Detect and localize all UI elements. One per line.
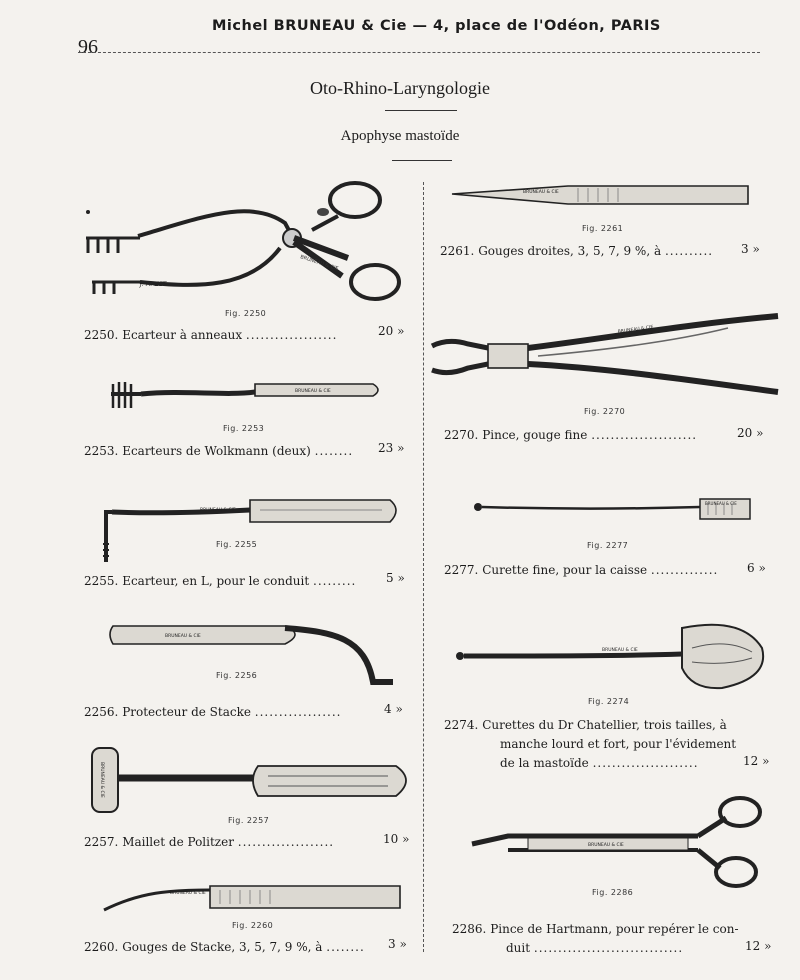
header-rule <box>78 52 760 53</box>
brand-stamp: BRUNEAU & CIE <box>99 762 104 798</box>
item-price <box>383 832 409 846</box>
brand-stamp: BRUNEAU & CIE <box>200 508 236 513</box>
leader-dots: ........ <box>326 940 365 954</box>
catalog-item <box>84 444 353 458</box>
retractor-with-rings-illustration <box>80 178 410 308</box>
price-value: 20 <box>737 426 753 440</box>
figure-caption: Fig. 2261 <box>582 224 624 233</box>
item-number: 2253. <box>84 444 119 458</box>
leader-dots: ...................... <box>591 428 698 442</box>
price-unit: » <box>395 702 403 716</box>
item-name-line: duit <box>506 941 531 955</box>
figure-caption: Fig. 2270 <box>584 407 626 416</box>
maker-stamp: J. MAZET <box>140 281 167 288</box>
stacke-gouge-illustration <box>100 880 410 920</box>
brand-stamp: BRUNEAU & CIE <box>165 634 201 639</box>
catalog-item <box>84 940 365 954</box>
catalog-item <box>84 705 341 719</box>
item-price <box>378 324 404 338</box>
leader-dots: .................... <box>237 835 335 849</box>
item-price <box>378 441 404 455</box>
gouge-forceps-illustration <box>428 308 788 404</box>
price-value: 4 <box>384 702 392 716</box>
brand-stamp: BRUNEAU & CIE <box>602 648 638 653</box>
section-title: Oto-Rhino-Laryngologie <box>310 78 490 98</box>
figure-caption: Fig. 2260 <box>232 921 274 930</box>
price-unit: » <box>758 561 766 575</box>
politzer-mallet-illustration <box>88 744 418 816</box>
item-number: 2250. <box>84 328 119 342</box>
brand-stamp: BRUNEAU & CIE <box>523 190 559 195</box>
catalog-item-last-line <box>500 756 699 770</box>
item-name: Ecarteur, en L, pour le conduit <box>122 574 310 588</box>
catalog-item <box>452 922 739 936</box>
item-number: 2270. <box>444 428 479 442</box>
item-name-line: Pince de Hartmann, pour repérer le con- <box>490 922 739 936</box>
l-shaped-retractor-illustration <box>100 494 405 568</box>
item-number: 2255. <box>84 574 119 588</box>
leader-dots: ................... <box>245 328 338 342</box>
figure-caption: Fig. 2256 <box>216 671 258 680</box>
brand-stamp: BRUNEAU & CIE <box>617 325 654 335</box>
item-number: 2261. <box>440 244 475 258</box>
price-value: 5 <box>386 571 394 585</box>
wolkmann-retractor-illustration <box>105 370 385 415</box>
straight-gouge-illustration <box>448 180 758 210</box>
item-price <box>737 426 763 440</box>
item-name-line: Curettes du Dr Chatellier, trois tailles, à <box>482 718 727 732</box>
item-number: 2257. <box>84 835 119 849</box>
item-name: Curette fine, pour la caisse <box>482 563 648 577</box>
item-name: Gouges droites, 3, 5, 7, 9 %, à <box>478 244 662 258</box>
catalog-item <box>84 835 334 849</box>
price-value: 12 <box>743 754 759 768</box>
leader-dots: .................. <box>254 705 342 719</box>
item-name: Gouges de Stacke, 3, 5, 7, 9 %, à <box>122 940 323 954</box>
catalog-item <box>444 718 727 732</box>
leader-dots: ......... <box>313 574 357 588</box>
price-value: 12 <box>745 939 761 953</box>
brand-stamp: BRUNEAU & CIE <box>295 389 331 394</box>
leader-dots: .............. <box>650 563 719 577</box>
fine-curette-illustration <box>470 495 755 525</box>
price-value: 3 <box>388 937 396 951</box>
item-price <box>743 754 769 768</box>
brand-stamp: BRUNEAU & CIE <box>299 254 340 273</box>
price-unit: » <box>762 754 770 768</box>
catalog-item <box>84 328 337 342</box>
running-head: Michel BRUNEAU & Cie — 4, place de l'Odéon, PARIS <box>212 18 661 34</box>
price-unit: » <box>397 441 405 455</box>
figure-caption: Fig. 2277 <box>587 541 629 550</box>
item-number: 2274. <box>444 718 479 732</box>
chatellier-curette-illustration <box>452 618 770 694</box>
brand-stamp: BRUNEAU & CIE <box>705 501 737 506</box>
item-price <box>388 937 407 951</box>
item-price <box>384 702 403 716</box>
price-value: 23 <box>378 441 394 455</box>
figure-caption: Fig. 2274 <box>588 697 630 706</box>
item-name: Protecteur de Stacke <box>122 705 251 719</box>
figure-caption: Fig. 2257 <box>228 816 270 825</box>
figure-caption: Fig. 2253 <box>223 424 265 433</box>
item-name: Pince, gouge fine <box>482 428 588 442</box>
price-unit: » <box>397 571 405 585</box>
item-number: 2277. <box>444 563 479 577</box>
section-subtitle: Apophyse mastoïde <box>340 128 460 144</box>
price-value: 3 <box>741 242 749 256</box>
price-value: 10 <box>383 832 399 846</box>
item-name: Ecarteurs de Wolkmann (deux) <box>122 444 311 458</box>
item-price <box>741 242 760 256</box>
price-unit: » <box>756 426 764 440</box>
column-divider <box>423 182 424 952</box>
hartmann-forceps-illustration <box>468 792 768 888</box>
item-name: Maillet de Politzer <box>122 835 234 849</box>
catalog-item-last-line <box>506 941 683 955</box>
item-price <box>747 561 766 575</box>
leader-dots: ........ <box>314 444 354 458</box>
price-unit: » <box>752 242 760 256</box>
catalog-item <box>444 563 718 577</box>
price-value: 20 <box>378 324 394 338</box>
leader-dots: ............................... <box>533 941 684 955</box>
item-price <box>745 939 771 953</box>
item-number: 2286. <box>452 922 487 936</box>
item-name-line: de la mastoïde <box>500 756 589 770</box>
price-value: 6 <box>747 561 755 575</box>
brand-stamp: BRUNEAU & CIE <box>588 843 624 848</box>
item-number: 2260. <box>84 940 119 954</box>
leader-dots: .......... <box>664 244 714 258</box>
figure-caption: Fig. 2286 <box>592 888 634 897</box>
price-unit: » <box>397 324 405 338</box>
price-unit: » <box>402 832 410 846</box>
title-rule <box>385 110 457 111</box>
figure-caption: Fig. 2255 <box>216 540 258 549</box>
item-price <box>386 571 405 585</box>
stacke-protector-illustration <box>105 618 405 698</box>
catalog-item <box>444 428 697 442</box>
price-unit: » <box>399 937 407 951</box>
page-number: 96 <box>78 36 98 58</box>
item-name-line: manche lourd et fort, pour l'évidement <box>500 737 737 751</box>
catalog-item <box>440 244 713 258</box>
catalog-item <box>84 574 356 588</box>
brand-stamp: BRUNEAU & CIE <box>170 891 206 896</box>
item-number: 2256. <box>84 705 119 719</box>
subtitle-rule <box>392 160 452 161</box>
price-unit: » <box>764 939 772 953</box>
item-name: Ecarteur à anneaux <box>122 328 243 342</box>
figure-caption: Fig. 2250 <box>225 309 267 318</box>
leader-dots: ...................... <box>592 756 699 770</box>
